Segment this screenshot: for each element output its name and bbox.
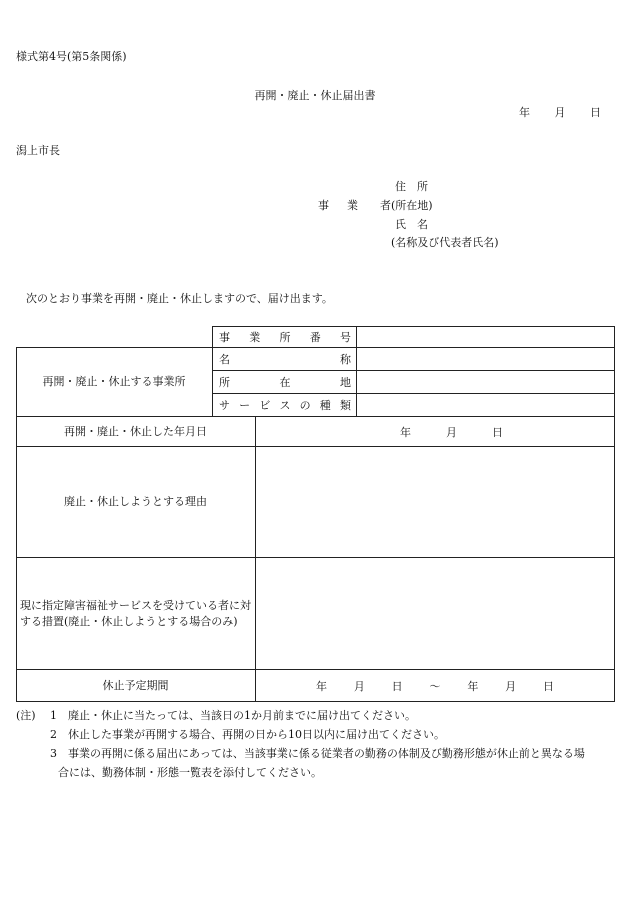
office-number-char: 番 (309, 331, 321, 344)
service-type-char: の (299, 399, 311, 412)
note-item-3-continuation (16, 763, 620, 782)
service-type-label (219, 396, 351, 414)
office-address-label (219, 373, 351, 391)
office-address-char: 地 (340, 376, 351, 389)
office-address-char: 所 (219, 376, 230, 389)
addressee: 潟上市長 (16, 144, 60, 157)
measures-field[interactable] (256, 558, 614, 669)
office-address-char: 在 (279, 376, 291, 389)
location-label: (所在地) (391, 199, 433, 212)
office-number-char: 業 (249, 331, 261, 344)
suspension-period-field[interactable] (316, 678, 554, 694)
note-number: 3 (50, 747, 57, 760)
office-number-label (219, 329, 351, 345)
period-end-day: 日 (542, 680, 554, 693)
applicant-jigyo-char-1: 事 (318, 199, 329, 212)
note-item-1 (16, 706, 620, 725)
period-start-year: 年 (316, 680, 327, 693)
service-type-char: ビ (259, 399, 271, 412)
address-label: 住 所 (395, 180, 428, 193)
service-type-field[interactable] (357, 394, 614, 416)
notes-section (16, 706, 620, 782)
name-label: 氏 名 (395, 218, 428, 231)
form-number: 様式第4号(第5条関係) (16, 50, 127, 63)
date-day-label: 日 (590, 106, 601, 119)
office-name-char: 称 (340, 353, 351, 366)
note-text: 事業の再開に係る届出にあっては、当該事業に係る従業者の勤務の体制及び勤務形態が休止前と異なる場 (68, 747, 585, 760)
change-date-month: 月 (446, 426, 457, 439)
applicant-jigyo-char-2: 業 (347, 199, 358, 212)
service-type-char: サ (219, 399, 230, 412)
change-date-label: 再開・廃止・休止した年月日 (64, 424, 207, 438)
note-text-continuation: 合には、勤務体制・形態一覧表を添付してください。 (58, 766, 322, 779)
office-address-field[interactable] (357, 371, 614, 393)
period-end-year: 年 (467, 680, 479, 693)
measures-label: 現に指定障害福祉サービスを受けている者に対する措置(廃止・休止しようとする場合のみ) (20, 598, 251, 628)
note-text: 廃止・休止に当たっては、当該日の1か月前までに届け出てください。 (68, 709, 416, 722)
change-date-year: 年 (400, 426, 411, 439)
suspension-period-label: 休止予定期間 (102, 678, 169, 692)
form-title: 再開・廃止・休止届出書 (254, 89, 376, 102)
office-name-char: 名 (219, 353, 230, 366)
service-type-char: ス (279, 399, 291, 412)
name-note-label: (名称及び代表者氏名) (391, 236, 499, 249)
note-number: 2 (50, 728, 57, 741)
change-date-field[interactable] (400, 424, 503, 440)
office-group-label: 再開・廃止・休止する事業所 (42, 374, 186, 388)
service-type-char: 類 (339, 399, 351, 412)
office-name-label (219, 350, 351, 368)
office-number-char: 号 (340, 331, 351, 344)
note-item-3 (16, 744, 620, 763)
notes-prefix: (注) (16, 709, 36, 722)
period-start-month: 月 (353, 680, 365, 693)
office-number-char: 所 (279, 331, 291, 344)
note-number: 1 (50, 709, 57, 722)
office-number-field[interactable] (357, 327, 614, 347)
period-end-month: 月 (505, 680, 517, 693)
service-type-char: ー (239, 399, 251, 412)
date-month-label: 月 (554, 106, 566, 119)
applicant-sha-char: 者 (380, 199, 391, 212)
period-start-day: 日 (391, 680, 403, 693)
date-year-label: 年 (519, 106, 530, 119)
reason-field[interactable] (256, 447, 614, 557)
change-date-day: 日 (492, 426, 503, 439)
note-text: 休止した事業が再開する場合、再開の日から10日以内に届け出てください。 (68, 728, 445, 741)
note-item-2 (16, 725, 620, 744)
office-number-char: 事 (219, 331, 230, 344)
intro-text: 次のとおり事業を再開・廃止・休止しますので、届け出ます。 (26, 292, 333, 305)
reason-label: 廃止・休止しようとする理由 (64, 495, 207, 508)
service-type-char: 種 (319, 399, 331, 412)
period-tilde: ～ (429, 680, 441, 693)
office-name-field[interactable] (357, 348, 614, 370)
